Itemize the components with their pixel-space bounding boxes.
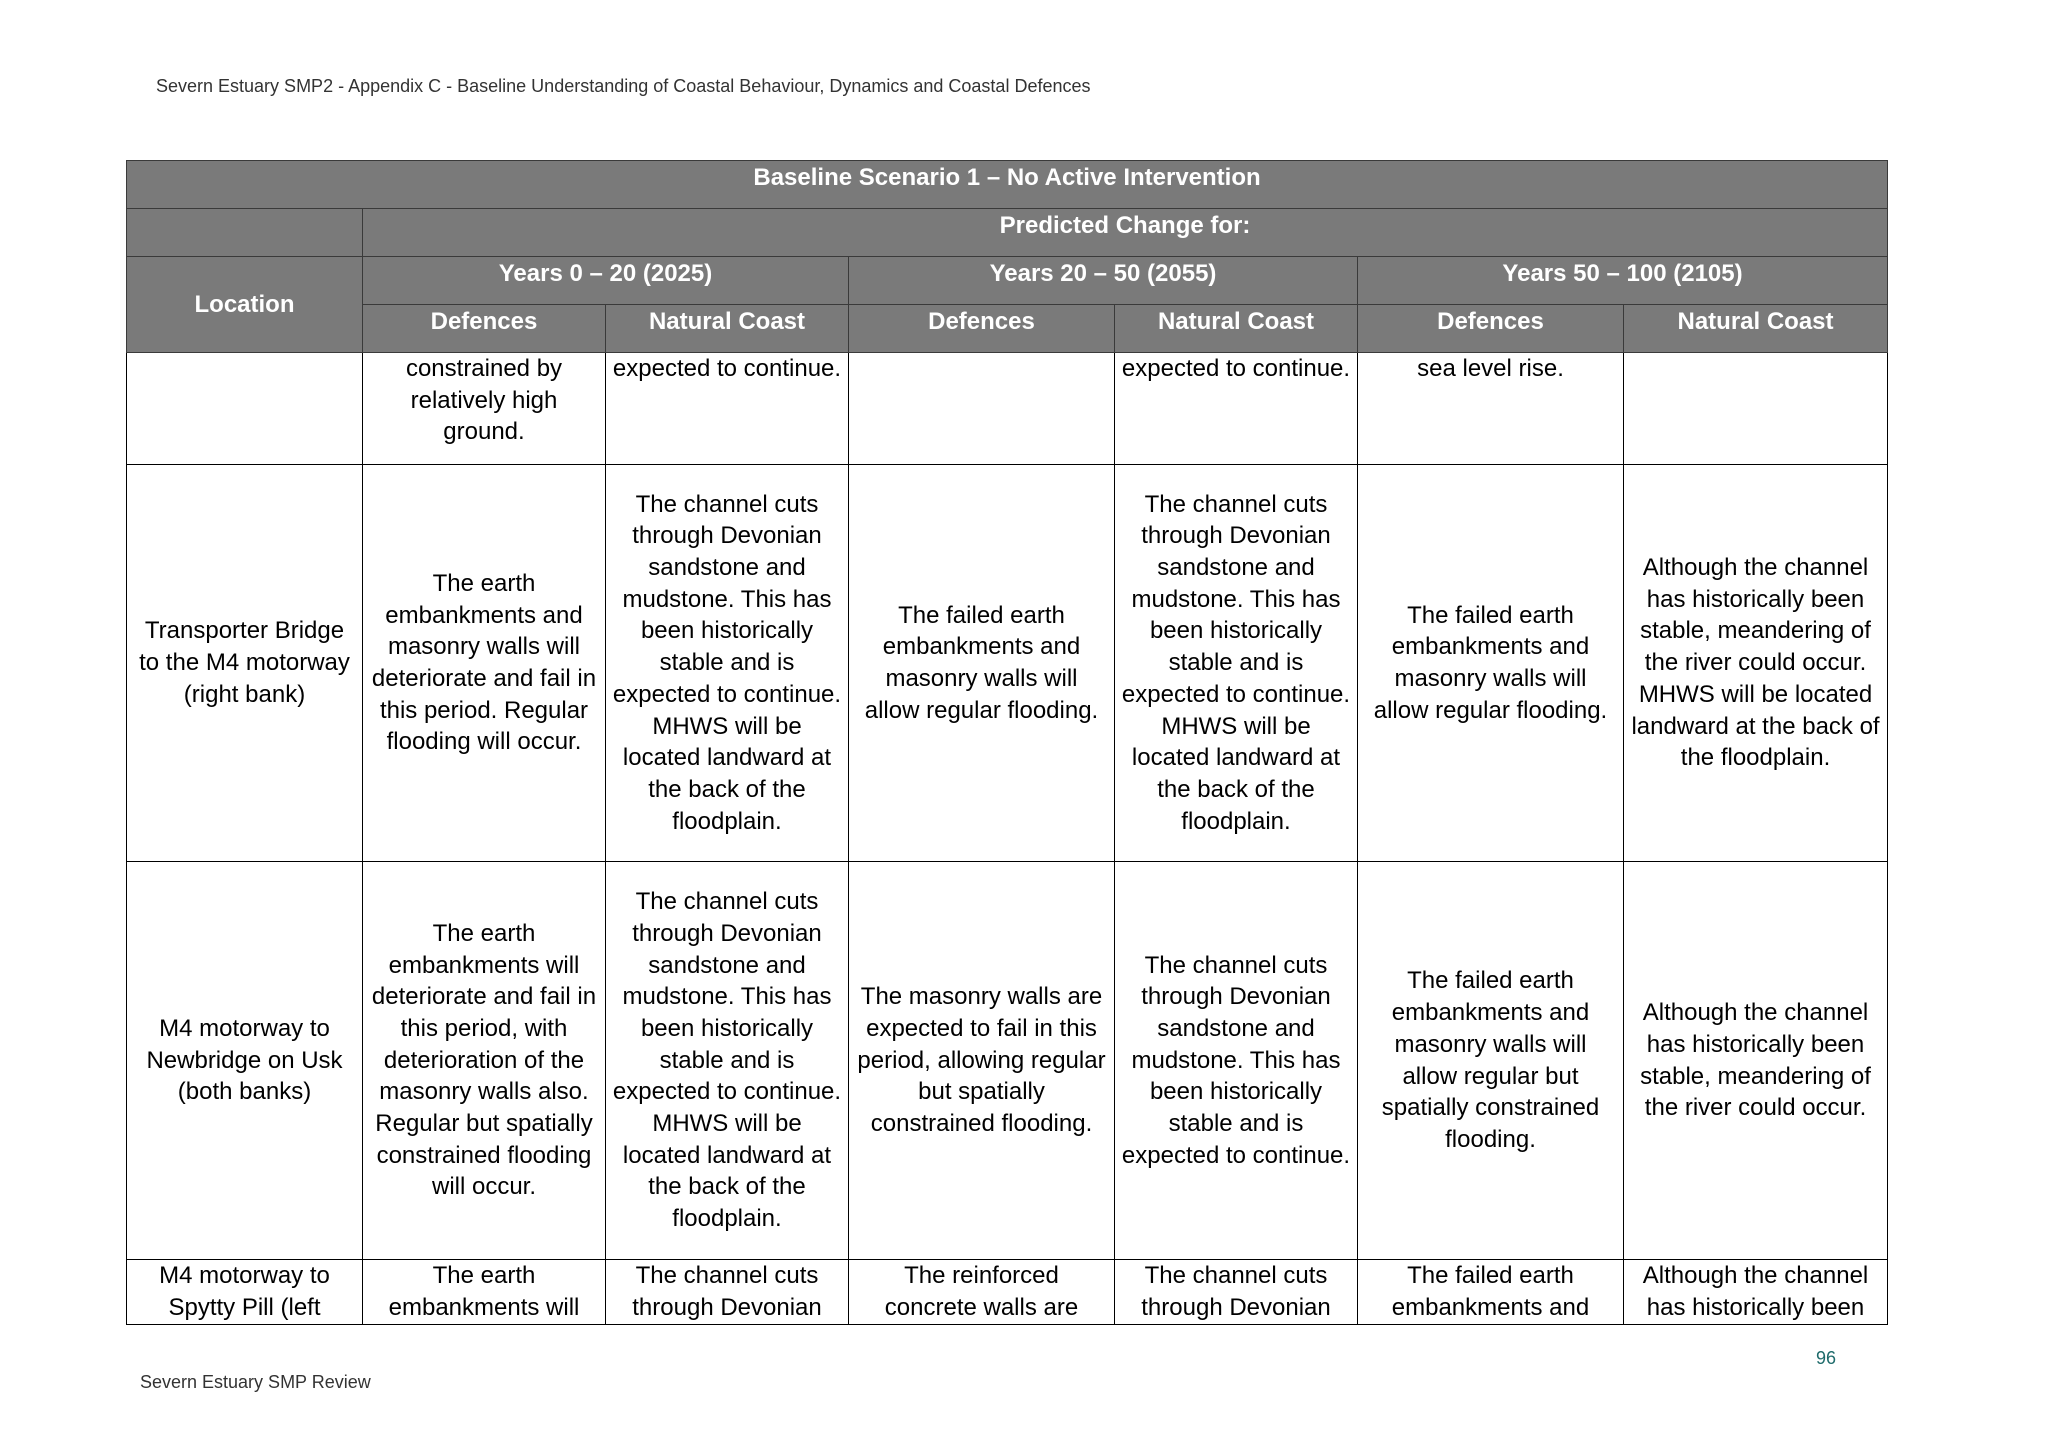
table-cell: The channel cuts through Devonian (1115, 1260, 1358, 1325)
subheader-natural-coast: Natural Coast (1115, 305, 1358, 353)
period-header-3: Years 50 – 100 (2105) (1358, 257, 1888, 305)
table-cell: Although the channel has historically been stable, meandering of the river could occur. (1624, 862, 1888, 1260)
header-blank-cell (127, 209, 363, 257)
subheader-defences: Defences (363, 305, 606, 353)
table-cell: The channel cuts through Devonian sandstone and mudstone. This has been historically stable and is expected to continue. MHWS will be located landward at the back of the floodplain. (1115, 465, 1358, 862)
table-title: Baseline Scenario 1 – No Active Intervention (127, 161, 1888, 209)
table-cell: expected to continue. (606, 353, 849, 465)
table-row (127, 465, 1888, 862)
table-row (127, 353, 1888, 465)
table-cell: The masonry walls are expected to fail in this period, allowing regular but spatially constrained flooding. (849, 862, 1115, 1260)
table-cell: The failed earth embankments and masonry walls will allow regular flooding. (849, 465, 1115, 862)
predicted-change-header: Predicted Change for: (363, 209, 1888, 257)
table-cell: The failed earth embankments and masonry walls will allow regular but spatially constrained flooding. (1358, 862, 1624, 1260)
table-cell: The earth embankments will deteriorate and fail in this period, with deterioration of the masonry walls also. Regular but spatially constrained flooding will occur. (363, 862, 606, 1260)
page-number: 96 (1816, 1348, 1837, 1368)
table-cell: The earth embankments will (363, 1260, 606, 1325)
table-cell: The channel cuts through Devonian sandstone and mudstone. This has been historically stable and is expected to continue. (1115, 862, 1358, 1260)
period-header-1: Years 0 – 20 (2025) (363, 257, 849, 305)
location-cell: M4 motorway to Spytty Pill (left (127, 1260, 363, 1325)
table-cell: The reinforced concrete walls are (849, 1260, 1115, 1325)
subheader-natural-coast: Natural Coast (1624, 305, 1888, 353)
page-footer: Severn Estuary SMP Review (140, 1372, 371, 1392)
table-cell: Although the channel has historically been stable, meandering of the river could occur. MHWS will be located landward at the back of the floodplain. (1624, 465, 1888, 862)
subheader-defences: Defences (849, 305, 1115, 353)
table-cell: The channel cuts through Devonian sandstone and mudstone. This has been historically stable and is expected to continue. MHWS will be located landward at the back of the floodplain. (606, 862, 849, 1260)
location-header: Location (127, 257, 363, 353)
table-cell: expected to continue. (1115, 353, 1358, 465)
table-cell: sea level rise. (1358, 353, 1624, 465)
baseline-scenario-table (126, 160, 1888, 1325)
page-header: Severn Estuary SMP2 - Appendix C - Baseline Understanding of Coastal Behaviour, Dynamics and Coastal Defences (156, 76, 1091, 96)
table-cell: The channel cuts through Devonian (606, 1260, 849, 1325)
table-row (127, 1260, 1888, 1325)
subheader-natural-coast: Natural Coast (606, 305, 849, 353)
location-cell (127, 353, 363, 465)
table-cell (849, 353, 1115, 465)
subheader-defences: Defences (1358, 305, 1624, 353)
table-cell: The earth embankments and masonry walls will deteriorate and fail in this period. Regular flooding will occur. (363, 465, 606, 862)
location-cell: Transporter Bridge to the M4 motorway (right bank) (127, 465, 363, 862)
table-cell: The failed earth embankments and masonry walls will allow regular flooding. (1358, 465, 1624, 862)
location-cell: M4 motorway to Newbridge on Usk (both banks) (127, 862, 363, 1260)
table-cell: constrained by relatively high ground. (363, 353, 606, 465)
table-cell: The failed earth embankments and (1358, 1260, 1624, 1325)
table-cell: The channel cuts through Devonian sandstone and mudstone. This has been historically stable and is expected to continue. MHWS will be located landward at the back of the floodplain. (606, 465, 849, 862)
table-cell (1624, 353, 1888, 465)
table-row (127, 862, 1888, 1260)
period-header-2: Years 20 – 50 (2055) (849, 257, 1358, 305)
table-cell: Although the channel has historically been (1624, 1260, 1888, 1325)
